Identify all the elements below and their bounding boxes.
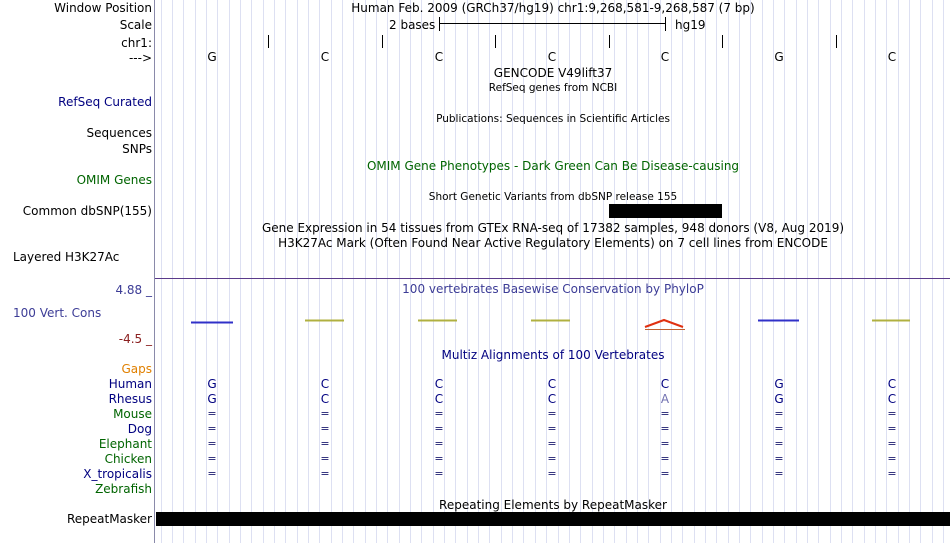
match-symbol: = <box>434 452 444 465</box>
dbsnp-track-title: Short Genetic Variants from dbSNP release 155 <box>428 191 678 203</box>
match-symbol: = <box>774 422 784 435</box>
phylop-min-value: -4.5 _ <box>118 332 152 346</box>
match-symbol: = <box>887 422 897 435</box>
match-symbol: = <box>320 407 330 420</box>
reference-base: C <box>660 50 670 64</box>
gaps-label[interactable]: Gaps <box>121 362 152 376</box>
scale-value: 2 bases <box>389 18 436 32</box>
omim-genes-label[interactable]: OMIM Genes <box>76 173 152 187</box>
reference-base: C <box>434 50 444 64</box>
human-base: C <box>660 377 670 391</box>
match-symbol: = <box>547 467 557 480</box>
species-dog-label[interactable]: Dog <box>127 422 152 436</box>
match-symbol: = <box>547 452 557 465</box>
scale-assembly: hg19 <box>675 18 706 32</box>
rhesus-base: C <box>887 392 897 406</box>
species-chicken-label[interactable]: Chicken <box>104 452 152 466</box>
match-symbol: = <box>547 437 557 450</box>
rhesus-base: G <box>774 392 784 406</box>
omim-track-title: OMIM Gene Phenotypes - Dark Green Can Be Disease-causing <box>366 159 740 173</box>
chromosome-label: chr1: <box>121 36 152 50</box>
match-symbol: = <box>887 437 897 450</box>
repeatmasker-track-title: Repeating Elements by RepeatMasker <box>439 498 667 512</box>
species-human-label[interactable]: Human <box>108 377 152 391</box>
repeatmasker-block[interactable] <box>156 512 950 526</box>
refseq-track-subtitle: RefSeq genes from NCBI <box>488 82 618 94</box>
assembly-position-title[interactable]: Human Feb. 2009 (GRCh37/hg19) chr1:9,268,581-9,268,587 (7 bp) <box>351 1 755 15</box>
human-base: C <box>320 377 330 391</box>
h3k27ac-track-title: H3K27Ac Mark (Often Found Near Active Regulatory Elements) on 7 cell lines from ENCODE <box>278 236 828 250</box>
reference-base: G <box>207 50 217 64</box>
window-position-label: Window Position <box>54 1 152 15</box>
match-symbol: = <box>660 422 670 435</box>
match-symbol: = <box>774 407 784 420</box>
human-base: G <box>774 377 784 391</box>
reference-base: C <box>887 50 897 64</box>
gtex-track-title: Gene Expression in 54 tissues from GTEx RNA-seq of 17382 samples, 948 donors (V8, Aug 2019) <box>261 221 845 235</box>
match-symbol: = <box>434 467 444 480</box>
reference-base: C <box>547 50 557 64</box>
sequences-label[interactable]: Sequences <box>86 126 152 140</box>
rhesus-base: A <box>660 392 670 406</box>
rhesus-base: C <box>547 392 557 406</box>
match-symbol: = <box>320 452 330 465</box>
strand-arrow[interactable]: ---> <box>128 51 152 65</box>
match-symbol: = <box>887 452 897 465</box>
match-symbol: = <box>660 452 670 465</box>
species-xtropicalis-label[interactable]: X_tropicalis <box>83 467 152 481</box>
match-symbol: = <box>320 422 330 435</box>
match-symbol: = <box>660 467 670 480</box>
human-base: C <box>434 377 444 391</box>
match-symbol: = <box>207 422 217 435</box>
match-symbol: = <box>774 467 784 480</box>
rhesus-base: C <box>434 392 444 406</box>
match-symbol: = <box>434 422 444 435</box>
snps-label[interactable]: SNPs <box>122 142 152 156</box>
reference-base: G <box>774 50 784 64</box>
human-base: C <box>887 377 897 391</box>
match-symbol: = <box>660 407 670 420</box>
vert-cons-label[interactable]: 100 Vert. Cons <box>13 306 102 320</box>
match-symbol: = <box>774 452 784 465</box>
species-zebrafish-label[interactable]: Zebrafish <box>95 482 152 496</box>
multiz-track-title: Multiz Alignments of 100 Vertebrates <box>441 348 665 362</box>
match-symbol: = <box>207 407 217 420</box>
match-symbol: = <box>660 437 670 450</box>
match-symbol: = <box>207 467 217 480</box>
species-mouse-label[interactable]: Mouse <box>113 407 152 421</box>
match-symbol: = <box>320 437 330 450</box>
match-symbol: = <box>887 467 897 480</box>
human-base: C <box>547 377 557 391</box>
publications-track-title: Publications: Sequences in Scientific Articles <box>436 113 670 125</box>
match-symbol: = <box>207 452 217 465</box>
match-symbol: = <box>320 467 330 480</box>
match-symbol: = <box>547 422 557 435</box>
match-symbol: = <box>774 437 784 450</box>
common-dbsnp-label[interactable]: Common dbSNP(155) <box>22 204 152 218</box>
match-symbol: = <box>887 407 897 420</box>
layered-h3k27ac-label[interactable]: Layered H3K27Ac <box>13 250 120 264</box>
match-symbol: = <box>434 437 444 450</box>
match-symbol: = <box>434 407 444 420</box>
human-base: G <box>207 377 217 391</box>
match-symbol: = <box>547 407 557 420</box>
rhesus-base: G <box>207 392 217 406</box>
refseq-curated-label[interactable]: RefSeq Curated <box>58 95 152 109</box>
rhesus-base: C <box>320 392 330 406</box>
species-elephant-label[interactable]: Elephant <box>98 437 152 451</box>
phylop-max-value: 4.88 _ <box>115 283 152 297</box>
scale-label: Scale <box>119 18 152 32</box>
phylop-track-title: 100 vertebrates Basewise Conservation by PhyloP <box>402 282 704 296</box>
species-rhesus-label[interactable]: Rhesus <box>108 392 152 406</box>
gencode-track-title[interactable]: GENCODE V49lift37 <box>493 66 613 80</box>
repeatmasker-label[interactable]: RepeatMasker <box>66 512 152 526</box>
reference-base: C <box>320 50 330 64</box>
cons-mark-5 <box>645 320 683 327</box>
match-symbol: = <box>207 437 217 450</box>
